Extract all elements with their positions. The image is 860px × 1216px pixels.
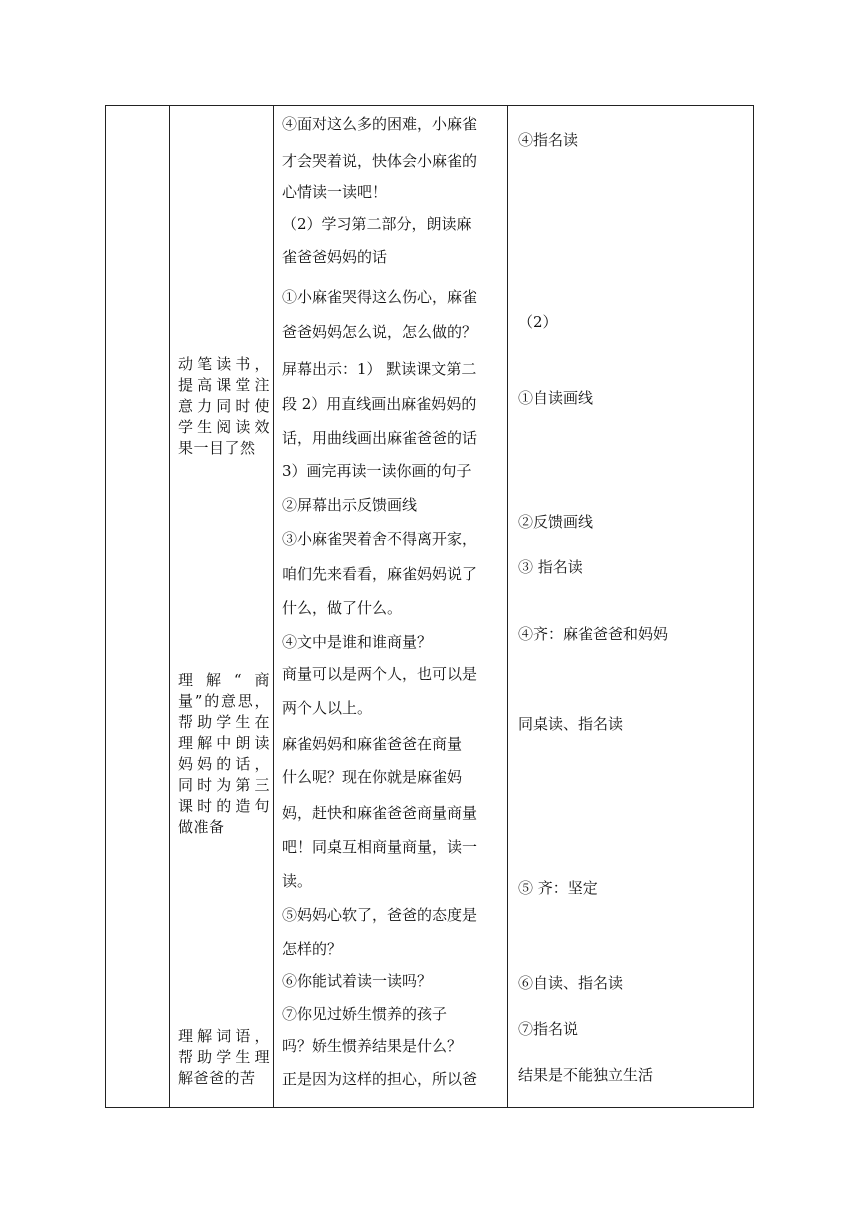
- teacher-line: ③小麻雀哭着舍不得离开家，: [282, 530, 478, 548]
- teacher-line: 商量可以是两个人，也可以是: [282, 665, 478, 683]
- teacher-line: 正是因为这样的担心，所以爸: [282, 1070, 478, 1088]
- teacher-line: 心情读一读吧！: [282, 183, 388, 201]
- teacher-line: （2）学习第二部分，朗读麻: [282, 215, 472, 233]
- teacher-line: ⑦你见过娇生惯养的孩子: [282, 1005, 448, 1023]
- student-line: ④指名读: [518, 131, 579, 149]
- teacher-line: 段 2）用直线画出麻雀妈妈的: [282, 395, 477, 413]
- student-line: ⑦指名说: [518, 1020, 579, 1038]
- teacher-line: ⑥你能试着读一读吗？: [282, 972, 433, 990]
- teacher-activity-column: [274, 106, 508, 1107]
- teacher-line: 爸爸妈妈怎么说，怎么做的？: [282, 323, 478, 341]
- teacher-line: ①小麻雀哭得这么伤心，麻雀: [282, 288, 478, 306]
- teacher-line: ④文中是谁和谁商量？: [282, 633, 433, 651]
- teacher-line: 话，用曲线画出麻雀爸爸的话: [282, 429, 478, 447]
- student-line: ④齐：麻雀爸爸和妈妈: [518, 625, 669, 643]
- student-line: ⑤ 齐：坚定: [518, 879, 598, 897]
- teacher-line: 雀爸爸妈妈的话: [282, 248, 388, 266]
- teacher-line: 怎样的？: [282, 940, 343, 958]
- student-line: ②反馈画线: [518, 513, 594, 531]
- teacher-line: 什么，做了什么。: [282, 599, 403, 617]
- teacher-line: ⑤妈妈心软了，爸爸的态度是: [282, 906, 478, 924]
- purpose-note-discuss: 理解“商量”的意思，帮助学生在理解中朗读妈妈的话，同时为第三课时的造句做准备: [178, 671, 270, 836]
- lesson-plan-table: [105, 105, 754, 1108]
- student-line: 同桌读、指名读: [518, 715, 624, 733]
- teacher-line: 麻雀妈妈和麻雀爸爸在商量: [282, 735, 463, 753]
- teacher-line: 才会哭着说，快体会小麻雀的: [282, 152, 478, 170]
- purpose-note-reading: 动笔读书，提高课堂注意力同时使学生阅读效果一目了然: [178, 355, 270, 457]
- teacher-line: 妈，赶快和麻雀爸爸商量商量: [282, 804, 478, 822]
- student-line: ⑥自读、指名读: [518, 974, 624, 992]
- student-line: （2）: [518, 313, 558, 331]
- teacher-line: 屏幕出示：1） 默读课文第二: [282, 360, 477, 378]
- teacher-line: 吗？娇生惯养结果是什么？: [282, 1037, 463, 1055]
- student-line: ①自读画线: [518, 389, 594, 407]
- teacher-line: 吧！同桌互相商量商量，读一: [282, 838, 478, 856]
- teacher-line: 读。: [282, 872, 313, 890]
- purpose-note-vocabulary: 理解词语，帮助学生理解爸爸的苦: [178, 1027, 270, 1087]
- teacher-line: 什么呢？现在你就是麻雀妈: [282, 768, 463, 786]
- teacher-line: 两个人以上。: [282, 699, 373, 717]
- design-purpose-column: [170, 106, 274, 1107]
- blank-column: [106, 106, 170, 1107]
- teacher-line: ②屏幕出示反馈画线: [282, 496, 418, 514]
- teacher-line: 3）画完再读一读你画的句子: [282, 462, 472, 480]
- teacher-line: ④面对这么多的困难，小麻雀: [282, 115, 478, 133]
- student-line: ③ 指名读: [518, 558, 583, 576]
- student-line: 结果是不能独立生活: [518, 1066, 654, 1084]
- student-activity-column: [508, 106, 755, 1107]
- teacher-line: 咱们先来看看，麻雀妈妈说了: [282, 565, 478, 583]
